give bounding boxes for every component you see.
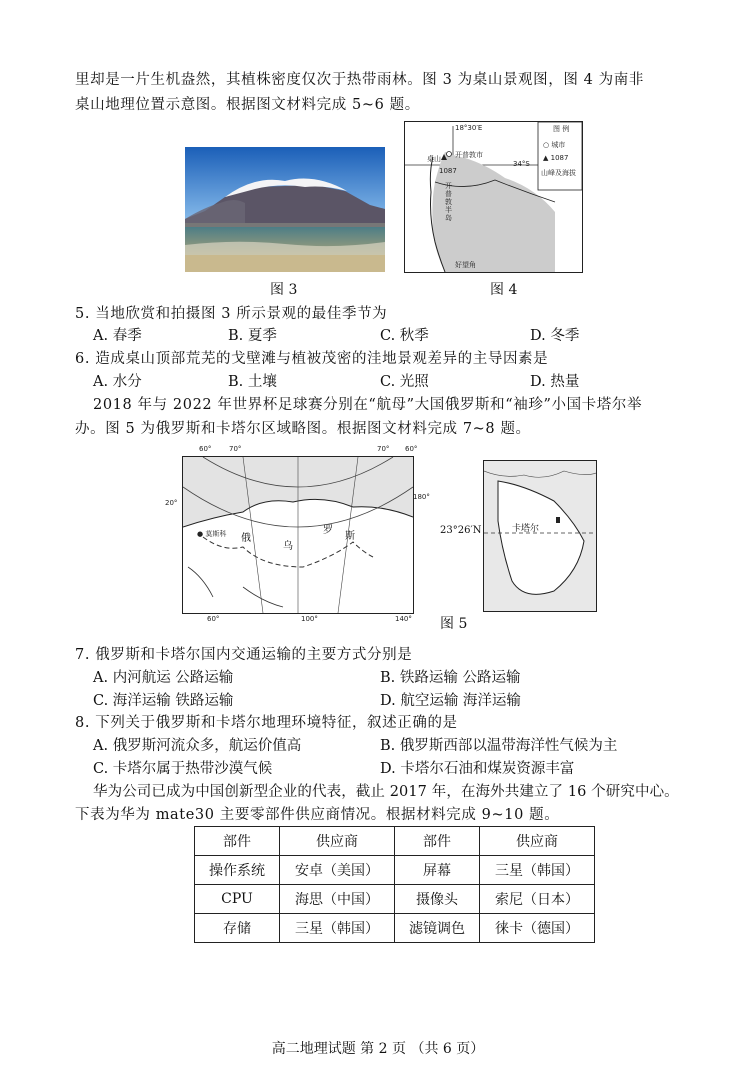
intro3-line-2: 下表为华为 mate30 主要零部件供应商情况。根据材料完成 9~10 题。 — [75, 807, 560, 823]
q6-option-d: D. 热量 — [530, 374, 580, 390]
map5-lon-140-bottom: 140° — [395, 615, 412, 623]
map4-legend-title: 图 例 — [553, 125, 570, 133]
table-header-cell: 部件 — [395, 827, 480, 856]
q7-option-b: B. 铁路运输 公路运输 — [380, 670, 521, 686]
table-cell: 屏幕 — [395, 856, 480, 885]
q5-option-b: B. 夏季 — [228, 328, 277, 344]
q7-option-a: A. 内河航运 公路运输 — [93, 670, 234, 686]
map5-ural-label: 乌 — [283, 541, 293, 552]
table-header-row — [195, 827, 595, 856]
q7-option-c: C. 海洋运输 铁路运输 — [93, 693, 234, 709]
map5-lat-20: 20° — [165, 499, 178, 507]
qatar-map — [483, 460, 597, 612]
table-cell: 滤镜调色 — [395, 914, 480, 943]
map5-lon-70-right: 70° — [377, 445, 390, 453]
question-8-stem: 8. 下列关于俄罗斯和卡塔尔地理环境特征，叙述正确的是 — [75, 715, 458, 731]
supplier-table — [194, 826, 595, 943]
q5-option-a: A. 春季 — [93, 328, 142, 344]
table-cell: 三星（韩国） — [280, 914, 395, 943]
map5-lon-180: 180° — [413, 493, 430, 501]
map5-russia-char-1: 俄 — [241, 533, 251, 544]
map4-elevation-label: 1087 — [439, 167, 457, 175]
table-cell: 存储 — [195, 914, 280, 943]
q8-option-a: A. 俄罗斯河流众多，航运价值高 — [93, 738, 302, 754]
map4-cape-label: 好望角 — [455, 261, 476, 269]
table-mountain-photo — [185, 147, 385, 272]
map4-legend-peak-elev: ▲ 1087 — [543, 154, 569, 162]
table-header-cell: 供应商 — [480, 827, 595, 856]
map5-qatar-label: 卡塔尔 — [512, 524, 540, 534]
map5-lon-60-bottom: 60° — [207, 615, 220, 623]
intro3-line-1: 华为公司已成为中国创新型企业的代表，截止 2017 年，在海外共建立了 16 个研究中心。 — [93, 784, 679, 800]
q8-option-b: B. 俄罗斯西部以温带海洋性气候为主 — [380, 738, 618, 754]
table-cell: 摄像头 — [395, 885, 480, 914]
figure-4-caption: 图 4 — [490, 282, 518, 298]
q5-option-d: D. 冬季 — [530, 328, 580, 344]
table-header-cell: 部件 — [195, 827, 280, 856]
question-7-stem: 7. 俄罗斯和卡塔尔国内交通运输的主要方式分别是 — [75, 647, 413, 663]
table-row — [195, 914, 595, 943]
map5-lon-60-top: 60° — [199, 445, 212, 453]
q8-option-d: D. 卡塔尔石油和煤炭资源丰富 — [380, 761, 575, 777]
table-mountain-location-map — [404, 121, 583, 273]
figure-5-caption: 图 5 — [440, 616, 468, 632]
q7-option-d: D. 航空运输 海洋运输 — [380, 693, 521, 709]
map5-lon-100-bottom: 100° — [301, 615, 318, 623]
q6-option-a: A. 水分 — [93, 374, 142, 390]
q8-option-c: C. 卡塔尔属于热带沙漠气候 — [93, 761, 273, 777]
map5-russia-char-2: 罗 — [323, 525, 333, 536]
map5-lon-60-right: 60° — [405, 445, 418, 453]
table-cell: 徕卡（德国） — [480, 914, 595, 943]
page-footer: 高二地理试题 第 2 页 （共 6 页） — [271, 1041, 485, 1057]
question-6-stem: 6. 造成桌山顶部荒芜的戈壁滩与植被茂密的洼地景观差异的主导因素是 — [75, 351, 549, 367]
figure-3-caption: 图 3 — [270, 282, 298, 298]
table-cell: 海思（中国） — [280, 885, 395, 914]
map4-mountain-label: 桌山 — [427, 155, 441, 163]
table-row — [195, 856, 595, 885]
russia-map — [165, 445, 430, 623]
intro-line-2: 桌山地理位置示意图。根据图文材料完成 5~6 题。 — [75, 97, 420, 113]
map5-russia-char-3: 斯 — [345, 531, 355, 542]
table-cell: 操作系统 — [195, 856, 280, 885]
q5-option-c: C. 秋季 — [380, 328, 429, 344]
map4-latitude-label: 34°S — [513, 160, 530, 168]
intro2-line-2: 办。图 5 为俄罗斯和卡塔尔区域略图。根据图文材料完成 7~8 题。 — [75, 421, 531, 437]
q6-option-b: B. 土壤 — [228, 374, 277, 390]
map5-lon-70-top: 70° — [229, 445, 242, 453]
table-cell: 三星（韩国） — [480, 856, 595, 885]
map4-legend-city: ○ 城市 — [543, 141, 566, 149]
intro-line-1: 里却是一片生机盎然，其植株密度仅次于热带雨林。图 3 为桌山景观图，图 4 为南非 — [75, 72, 644, 88]
table-cell: 索尼（日本） — [480, 885, 595, 914]
question-5-stem: 5. 当地欣赏和拍摄图 3 所示景观的最佳季节为 — [75, 306, 388, 322]
table-cell: 安卓（美国） — [280, 856, 395, 885]
q6-option-c: C. 光照 — [380, 374, 429, 390]
map4-legend-peak: 山峰及海拔 — [541, 169, 576, 177]
map4-longitude-label: 18°30′E — [455, 124, 483, 132]
map4-city-label: 开普敦市 — [455, 151, 483, 159]
map5-tropic-label: 23°26′N — [440, 525, 482, 536]
map5-moscow-label: ● 莫斯科 — [197, 530, 227, 538]
map4-peninsula-label: 开普敦半岛 — [445, 182, 452, 222]
table-header-cell: 供应商 — [280, 827, 395, 856]
table-row — [195, 885, 595, 914]
intro2-line-1: 2018 年与 2022 年世界杯足球赛分别在“航母”大国俄罗斯和“袖珍”小国卡塔尔举 — [93, 397, 643, 413]
table-cell: CPU — [195, 885, 280, 914]
